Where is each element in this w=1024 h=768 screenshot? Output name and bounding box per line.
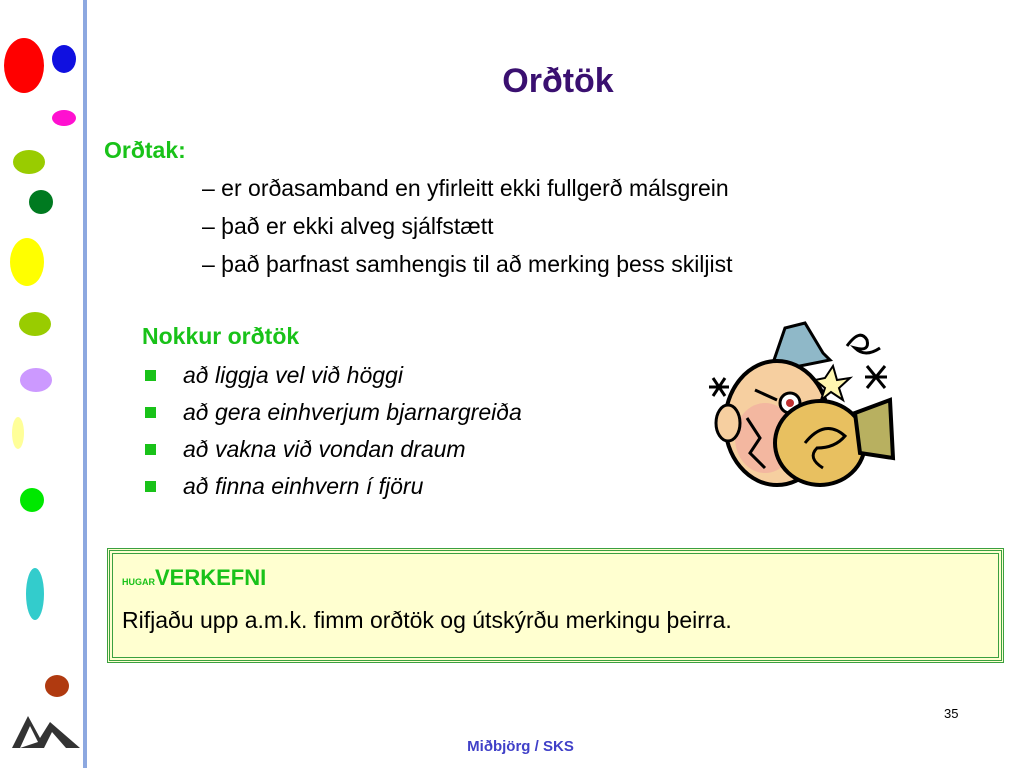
task-text: Rifjaðu upp a.m.k. fimm orðtök og útskýrðu merkingu þeirra. [122,607,732,633]
decor-dot-paleyellow [12,417,24,449]
square-bullet-icon [145,407,156,418]
example-text: að finna einhvern í fjöru [183,473,424,499]
decor-dot-lavender [20,368,52,392]
example-item [142,435,522,472]
decor-dot-yellow [10,238,44,286]
decor-dot-cyan [26,568,44,620]
definition-point: – það er ekki alveg sjálfstætt [202,213,494,239]
decor-dot-darkgreen [29,190,53,214]
decor-dot-brown [45,675,69,697]
definition-term: Orðtak: [104,137,186,163]
decor-dot-lime-2 [19,312,51,336]
square-bullet-icon [145,370,156,381]
example-text: að liggja vel við höggi [183,362,403,388]
examples-heading: Nokkur orðtök [142,323,300,349]
task-box [107,548,1004,663]
example-text: að vakna við vondan draum [183,436,466,462]
decor-dot-lime [13,150,45,174]
task-heading [122,565,266,591]
definition-point: – það þarfnast samhengis til að merking þess skiljist [202,251,733,277]
example-item [142,398,522,435]
definition-list [202,174,733,288]
decor-dot-green [20,488,44,512]
footer-text: Miðbjörg / SKS [467,738,574,755]
decor-dot-magenta [52,110,76,126]
page-number: 35 [944,706,959,721]
task-label-small: HUGAR [122,577,155,587]
sidebar-divider-line [83,0,87,768]
example-text: að gera einhverjum bjarnargreiða [183,399,522,425]
task-label-big: VERKEFNI [155,565,267,590]
punched-face-clipart-icon [695,318,905,498]
square-bullet-icon [145,444,156,455]
square-bullet-icon [145,481,156,492]
slide-title: Orðtök [502,62,614,100]
examples-list [142,361,522,509]
example-item [142,472,522,509]
example-item [142,361,522,398]
definition-point: – er orðasamband en yfirleitt ekki fullgerð málsgrein [202,175,729,201]
